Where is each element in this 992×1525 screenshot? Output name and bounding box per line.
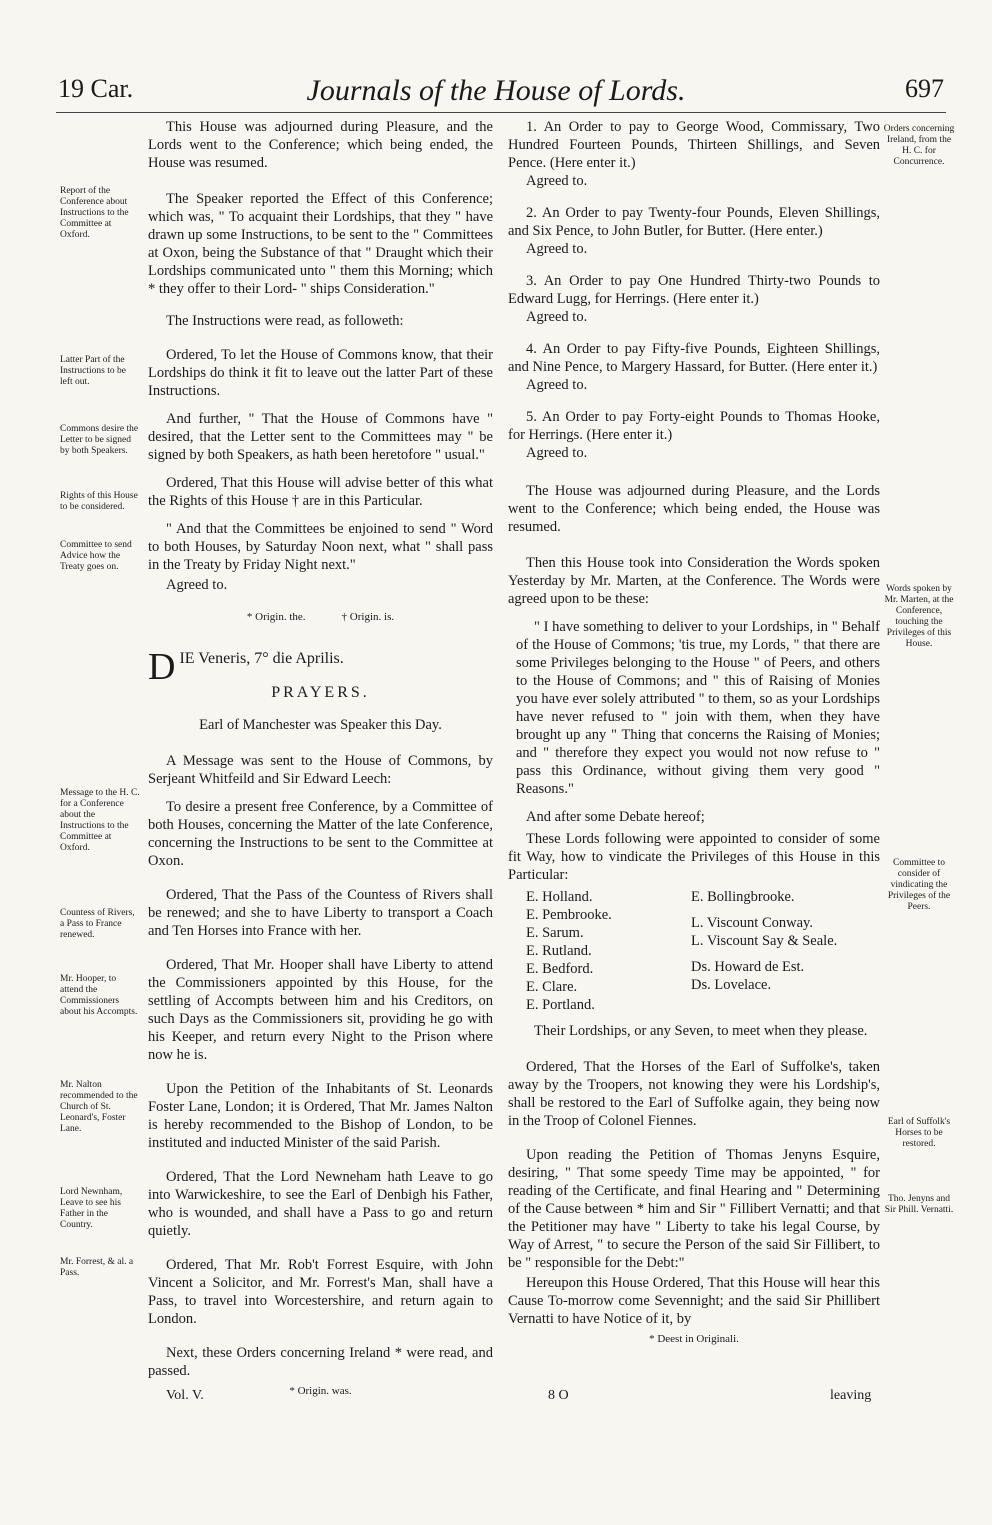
paragraph: The House was adjourned during Pleasure, and the Lords went to the Conference; which being ended, the House was resumed.: [508, 483, 880, 535]
lord-name: Ds. Lovelace.: [691, 977, 772, 993]
prayers-heading: PRAYERS.: [271, 684, 370, 701]
paragraph: The Speaker reported the Effect of this Conference; which was, " To acquaint their Lordships, that they " have drawn up some Instructions, to be sent to the " Committees at Oxon, being the Substance of that " Draught which their Lordships communicated unto " them this Morning; which * they offer to their Lord- " ships Consideration.": [148, 191, 493, 297]
paragraph: This House was adjourned during Pleasure, and the Lords went to the Conference; which being ended, the House was resumed.: [148, 119, 493, 171]
margin-note: Latter Part of the Instructions to be left out.: [60, 355, 126, 387]
margin-note: Rights of this House to be considered.: [60, 491, 138, 512]
journal-title: Journals of the House of Lords.: [306, 74, 686, 107]
lord-name: E. Clare.: [526, 979, 578, 995]
lords-committee-list: [526, 888, 880, 1014]
paragraph: Ordered, To let the House of Commons know, that their Lordships do think it fit to leave out the latter Part of these Instructions.: [148, 347, 493, 399]
order-item: 5. An Order to pay Forty-eight Pounds to Thomas Hooke, for Herrings. (Here enter it.): [508, 409, 880, 443]
margin-note: Commons desire the Letter to be signed by both Speakers.: [60, 424, 139, 456]
margin-note: Words spoken by Mr. Marten, at the Conference, touching the Privileges of this House.: [884, 584, 954, 649]
paragraph: The Instructions were read, as followeth:: [166, 313, 404, 329]
lord-name: L. Viscount Say & Seale.: [691, 933, 838, 949]
margin-note: Committee to send Advice how the Treaty goes on.: [60, 540, 132, 572]
lord-name: E. Bollingbrooke.: [691, 889, 795, 905]
left-column: [148, 118, 493, 1414]
order-item: 3. An Order to pay One Hundred Thirty-two Pounds to Edward Lugg, for Herrings. (Here enter it.): [508, 273, 880, 307]
margin-note: Mr. Forrest, & al. a Pass.: [60, 1257, 134, 1278]
lord-name: Ds. Howard de Est.: [691, 959, 805, 975]
paragraph: Ordered, That Mr. Hooper shall have Liberty to attend the Commissioners appointed by this House, for the settling of Accompts between him and his Creditors, on such Days as the Commissioners sit, providing he go with his Keeper, and return every Night to the Prison where now he is.: [148, 957, 493, 1063]
quoted-speech: " I have something to deliver to your Lordships, in " Behalf of the House of Commons; 'tis true, my Lords, " that there are some Privileges belonging to the House " of Peers, and others to the House of Commons; and " this of Raising of Monies you have ever solely attributed " to them, so as your Lordships have never refused to " join with them, when they have brought up any " Thing that concerns the Raising of Monies; and " therefore they expect you would not now refuse to " pass this Ordinance, without giving them very good " Reasons.": [516, 619, 880, 797]
order-item: 1. An Order to pay to George Wood, Commissary, Two Hundred Fourteen Pounds, Thirteen Shillings, and Seven Pence. (Here enter it.): [508, 119, 880, 171]
footnote: * Origin. the. † Origin. is.: [246, 611, 395, 623]
signature-mark: 8 O: [548, 1388, 569, 1403]
margin-note: Report of the Conference about Instructions to the Committee at Oxford.: [60, 186, 129, 240]
lord-name: E. Rutland.: [526, 943, 592, 959]
drop-capital: D: [148, 646, 176, 688]
paragraph: Upon reading the Petition of Thomas Jenyns Esquire, desiring, " That some speedy Time may be appointed, " for reading of the Certificate, and final Hearing and " Determining of the Cause between * him and Sir " Fillibert Vernatti; and that the Petitioner may have " Liberty to take his legal Course, by Way of Arrest, " to secure the Person of the said Sir Fillibert, to be " responsible for the Debt:": [508, 1147, 880, 1271]
speaker-line: Earl of Manchester was Speaker this Day.: [199, 717, 442, 733]
agreed-to: Agreed to.: [526, 173, 588, 189]
lords-list-left: [526, 888, 681, 1014]
margin-note: Message to the H. C. for a Conference about the Instructions to the Committee at Oxford.: [60, 788, 140, 853]
margin-note: Mr. Nalton recommended to the Church of St. Leonard's, Foster Lane.: [60, 1080, 138, 1134]
paragraph: Upon the Petition of the Inhabitants of St. Leonards Foster Lane, London; it is Ordered, That Mr. James Nalton is hereby recommended to the Bishop of London, to be instituted and inducted Minister of the said Parish.: [148, 1081, 493, 1151]
paragraph: Ordered, That the Pass of the Countess of Rivers shall be renewed; and she to have Liberty to transport a Coach and Ten Horses into France with her.: [148, 887, 493, 939]
agreed-to: Agreed to.: [166, 577, 228, 593]
lord-name: E. Sarum.: [526, 925, 584, 941]
paragraph: Then this House took into Consideration the Words spoken Yesterday by Mr. Marten, at the Conference. The Words were agreed upon to be these:: [508, 555, 880, 607]
lord-name: E. Portland.: [526, 997, 595, 1013]
margin-note: Committee to consider of vindicating the Privileges of the Peers.: [887, 858, 951, 912]
paragraph: Ordered, That the Horses of the Earl of Suffolke's, taken away by the Troopers, not knowing they were his Lordship's, shall be restored to the Earl of Suffolke again, they being now in the Troop of Colonel Fiennes.: [508, 1059, 880, 1129]
paragraph: Next, these Orders concerning Ireland * were read, and passed.: [148, 1345, 493, 1379]
agreed-to: Agreed to.: [526, 445, 588, 461]
paragraph: Ordered, That this House will advise better of this what the Rights of this House † are in this Particular.: [148, 475, 493, 509]
lord-name: E. Pembrooke.: [526, 907, 612, 923]
footnote: * Origin. was.: [289, 1385, 352, 1397]
paragraph: Their Lordships, or any Seven, to meet when they please.: [534, 1023, 868, 1039]
footnote: * Deest in Originali.: [649, 1333, 739, 1345]
paragraph: Hereupon this House Ordered, That this House will hear this Cause To-morrow come Sevennight; and the said Sir Phillibert Vernatti to have Notice of it, by: [508, 1275, 880, 1327]
margin-note: Mr. Hooper, to attend the Commissioners about his Accompts.: [60, 974, 138, 1017]
order-item: 4. An Order to pay Fifty-five Pounds, Eighteen Shillings, and Nine Pence, to Margery Hassard, for Butter. (Here enter it.): [508, 341, 880, 375]
paragraph: A Message was sent to the House of Commons, by Serjeant Whitfeild and Sir Edward Leech:: [148, 753, 493, 787]
agreed-to: Agreed to.: [526, 309, 588, 325]
margin-note: Earl of Suffolk's Horses to be restored.: [887, 1117, 951, 1149]
paragraph: " And that the Committees be enjoined to send " Word to both Houses, by Saturday Noon next, what " shall pass in the Treaty by Friday Night next.": [148, 521, 493, 573]
regnal-year: 19 Car.: [58, 74, 134, 103]
margin-note: Orders concerning Ireland, from the H. C. for Concurrence.: [883, 124, 955, 167]
lord-name: E. Holland.: [526, 889, 593, 905]
margin-note: Tho. Jenyns and Sir Phill. Vernatti.: [884, 1194, 954, 1215]
paragraph: Ordered, That Mr. Rob't Forrest Esquire, with John Vincent a Solicitor, and Mr. Forrest's Man, shall have a Pass, to travel into Worcestershire, and return again to London.: [148, 1257, 493, 1327]
lords-list-right: [691, 888, 891, 1014]
paragraph: And after some Debate hereof;: [526, 809, 705, 825]
agreed-to: Agreed to.: [526, 241, 588, 257]
volume-mark: Vol. V.: [166, 1388, 204, 1403]
paragraph: And further, " That the House of Commons have " desired, that the Letter sent to the Committees may " be signed by both Speakers, as hath been heretofore " usual.": [148, 411, 493, 463]
paragraph: To desire a present free Conference, by a Committee of both Houses, concerning the Matter of the late Conference, concerning the Instructions to be sent to the Committee at Oxon.: [148, 799, 493, 869]
margin-note: Countess of Rivers, a Pass to France renewed.: [60, 908, 135, 940]
lord-name: E. Bedford.: [526, 961, 594, 977]
right-column: [508, 118, 880, 1362]
margin-note: Lord Newnham, Leave to see his Father in the Country.: [60, 1187, 123, 1230]
running-header: [0, 74, 992, 114]
paragraph: These Lords following were appointed to consider of some fit Way, how to vindicate the Privileges of this House in this Particular:: [508, 831, 880, 883]
header-rule: [56, 112, 946, 113]
paragraph: Ordered, That the Lord Newneham hath Leave to go into Warwickeshire, to see the Earl of Denbigh his Father, who is wounded, and shall have a Pass to go and return quietly.: [148, 1169, 493, 1239]
date-heading: DIE Veneris, 7° die Aprilis.: [148, 646, 344, 688]
lord-name: L. Viscount Conway.: [691, 915, 813, 931]
order-item: 2. An Order to pay Twenty-four Pounds, Eleven Shillings, and Six Pence, to John Butler, for Butter. (Here enter.): [508, 205, 880, 239]
page-number: 697: [905, 74, 944, 103]
agreed-to: Agreed to.: [526, 377, 588, 393]
catchword: leaving: [830, 1388, 872, 1403]
